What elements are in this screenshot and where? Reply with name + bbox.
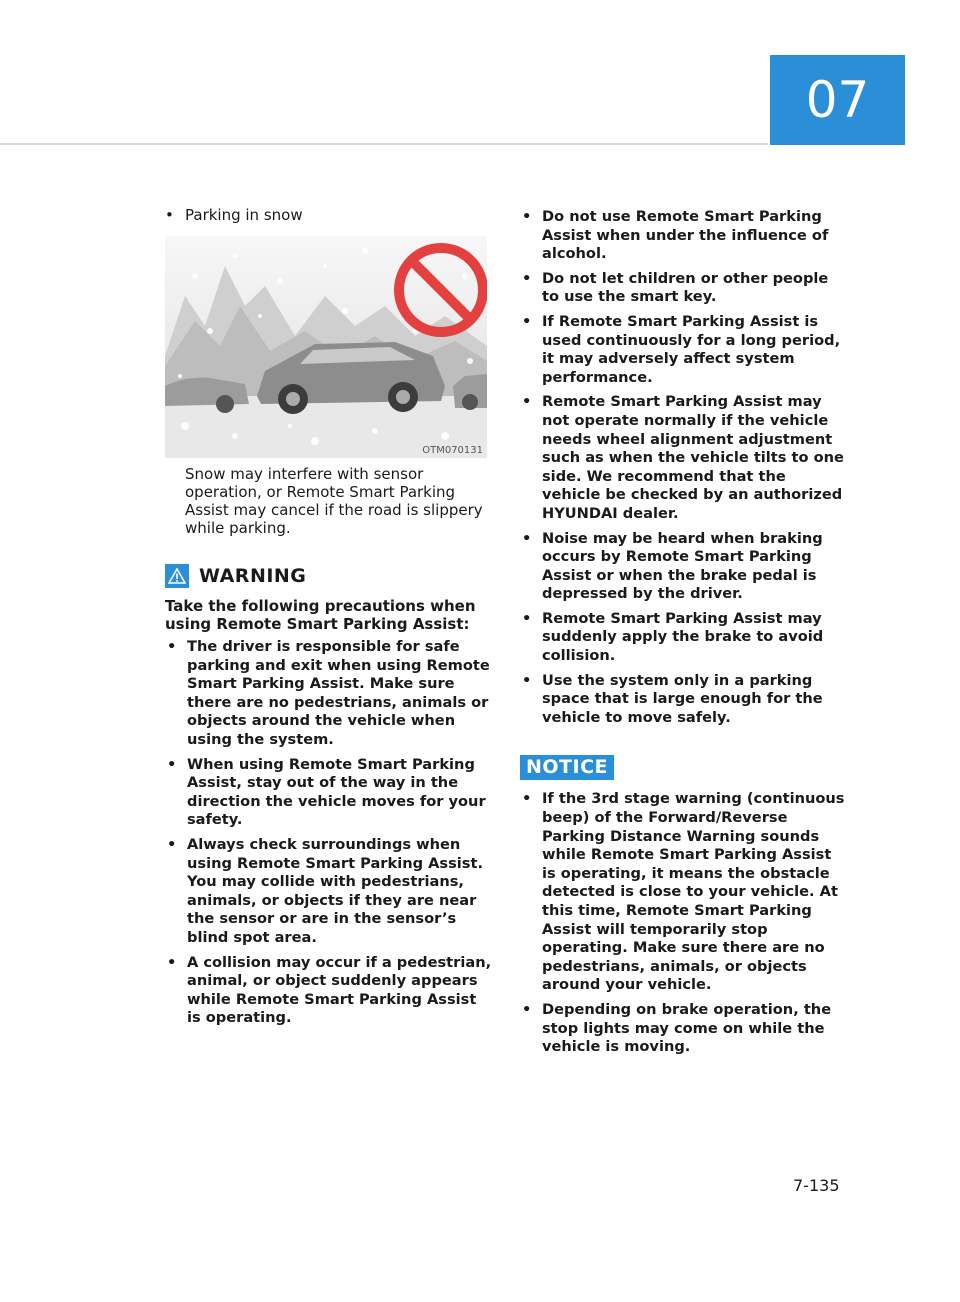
bullet-dot: • [522,671,532,689]
bullet-dot: • [165,206,174,224]
figure-code: OTM070131 [422,445,483,456]
bullet-dot: • [167,835,177,853]
list-item [165,836,495,948]
list-item [165,954,495,1028]
notice-badge: NOTICE [520,755,614,780]
page-number: 7-135 [793,1176,840,1195]
list-item-text: Noise may be heard when braking occurs by Remote Smart Parking Assist or when the brake pedal is depressed by the driver. [542,529,823,603]
list-item-text: Use the system only in a parking space that is large enough for the vehicle to move safely. [542,671,823,726]
list-item-text: When using Remote Smart Parking Assist, stay out of the way in the direction the vehicle moves for your safety. [187,755,486,829]
list-item [520,208,845,264]
list-item [520,393,845,523]
list-item [165,638,495,750]
warning-title: WARNING [199,565,307,587]
parking-in-snow-illustration [165,236,487,458]
bullet-dot: • [522,269,532,287]
figure-caption: Snow may interfere with sensor operation, or Remote Smart Parking Assist may cancel if the road is slippery while parking. [185,465,483,537]
list-item [165,756,495,830]
bullet-text: Parking in snow [185,206,303,224]
bullet-dot: • [167,638,177,655]
list-item [520,313,845,387]
list-item-text: Do not let children or other people to use the smart key. [542,269,829,306]
bullet-dot: • [522,609,532,627]
bullet-dot: • [522,208,532,225]
list-item-text: Always check surroundings when using Remote Smart Parking Assist. You may collide with pedestrians, animals, or objects if they are near the sensor or are in the sensor’s blind spot area. [187,835,483,946]
list-item-text: If Remote Smart Parking Assist is used continuously for a long period, it may adversely affect system performance. [542,312,841,386]
list-item [520,530,845,604]
list-item [520,1001,845,1057]
bullet-dot: • [522,312,532,330]
list-item [165,206,487,224]
list-item-text: A collision may occur if a pedestrian, animal, or object suddenly appears while Remote Smart Parking Assist is operating. [187,953,492,1027]
list-item-text: Do not use Remote Smart Parking Assist when under the influence of alcohol. [542,208,829,263]
list-item [520,672,845,728]
list-item-text: If the 3rd stage warning (continuous beep) of the Forward/Reverse Parking Distance Warning sounds while Remote Smart Parking Assist is operating, it means the obstacle detected is close to your vehicle. At this time, Remote Smart Parking Assist will temporarily stop operating. Make sure there are no pedestrians, animals, or objects around your vehicle. [542,790,845,994]
notice-list [520,790,845,1056]
bullet-dot: • [522,1000,532,1018]
list-item-text: Remote Smart Parking Assist may suddenly apply the brake to avoid collision. [542,609,824,665]
list-item-text: Remote Smart Parking Assist may not operate normally if the vehicle needs wheel alignment adjustment such as when the vehicle tilts to one side. We recommend that the vehicle be checked by an authorized HYUNDAI dealer. [542,393,844,522]
left-column [165,206,492,1034]
bullet-dot: • [522,529,532,547]
right-column [520,208,845,1063]
warning-header [165,564,487,588]
warning-list [165,638,495,1028]
bullet-dot: • [522,393,532,411]
list-item [520,270,845,307]
bullet-dot: • [522,790,532,808]
bullet-dot: • [167,755,177,773]
warning-triangle-icon [165,564,189,588]
bullet-dot: • [167,953,177,971]
snow-scene [165,236,487,458]
list-item [520,790,845,995]
list-item-text: The driver is responsible for safe parking and exit when using Remote Smart Parking Assist. Make sure there are no pedestrians, animals or objects around the vehicle when using the system. [187,638,490,748]
warning-list-continued [520,208,845,727]
header-rule [0,143,768,145]
chapter-tab: 07 [770,55,905,145]
list-item [520,610,845,666]
list-item-text: Depending on brake operation, the stop lights may come on while the vehicle is moving. [542,1000,832,1056]
warning-lead: Take the following precautions when using Remote Smart Parking Assist: [165,597,476,633]
